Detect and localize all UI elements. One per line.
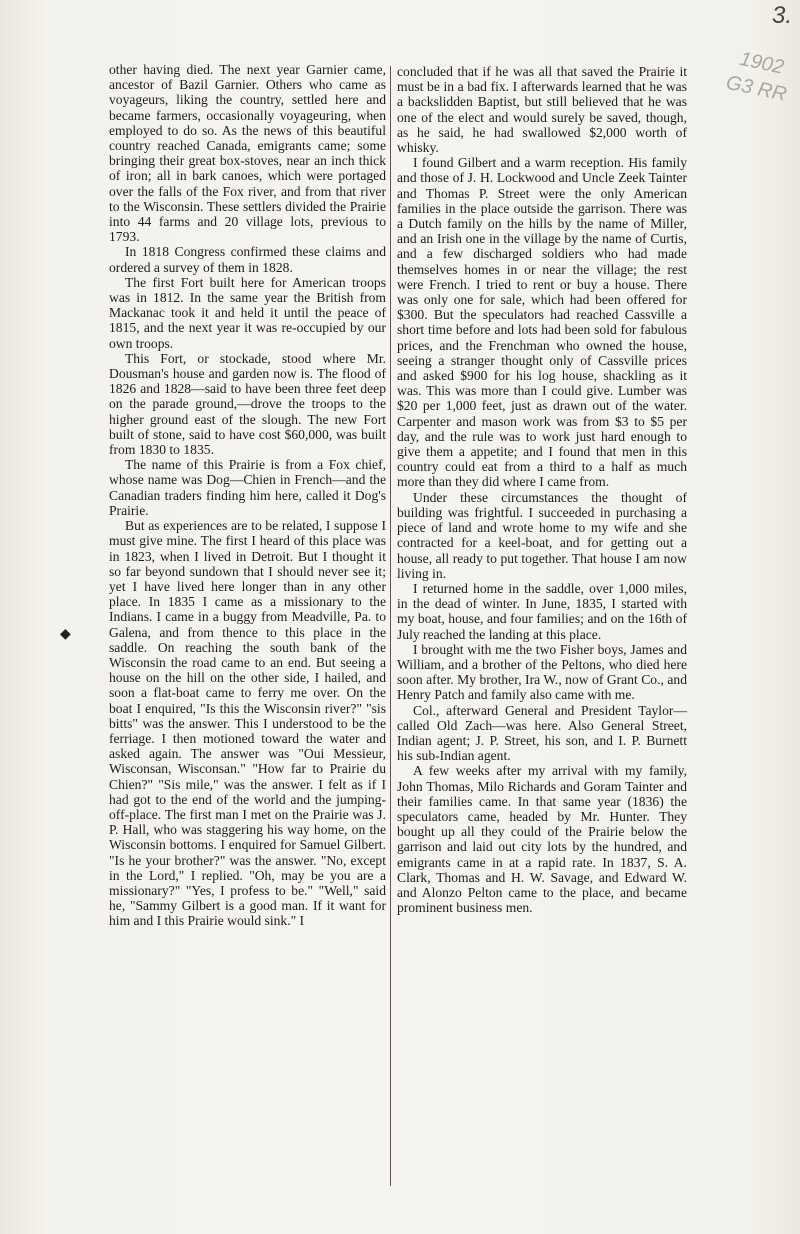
paragraph: concluded that if he was all that saved the Prairie it must be in a bad fix. I afterwards learned that he was a backslidden Baptist, but still believed that he was one of the elect and would surely be saved, though, as he said, he had swallowed $2,000 worth of whisky. [397,64,687,156]
right-text-column [397,64,687,915]
margin-bullet-mark: ◆ [60,626,71,642]
paragraph: I found Gilbert and a warm reception. His family and those of J. H. Lockwood and Uncle Zeek Tainter and Thomas P. Street were the only American families in the place outside the garrison. There was a Dutch family on the hills by the name of Miller, and an Irish one in the village by the name of Curtis, and a few discharged soldiers who had made themselves homes in or near the village; the rest were French. I tried to rent or buy a house. There was only one for sale, which had been offered for $300. But the speculators had reached Cassville a short time before and lots had been sold for fabulous prices, and the Frenchman who owned the house, seeing a stranger thought only of Cassville prices and asked $900 for his log house, shackling as it was. This was more than I could give. Lumber was $20 per 1,000 feet, just as drawn out of the water. Carpenter and mason work was from $3 to $5 per day, and the rule was to work just hard enough to give them a appetite; and I found that men in this country could eat from a third to a half as much more than they did where I came from. [397,155,687,490]
paragraph: The first Fort built here for American troops was in 1812. In the same year the British from Mackanac took it and held it until the peace of 1815, and the next year it was re-occupied by our own troops. [109,274,386,351]
paragraph: This Fort, or stockade, stood where Mr. Dousman's house and garden now is. The flood of 1826 and 1828—said to have been three feet deep on the parade ground,—drove the troops to the higher ground east of the slough. The new Fort built of stone, said to have cost $60,000, was built from 1830 to 1835. [109,350,386,458]
page-number-mark: 3. [771,2,792,29]
left-text-column [109,62,386,929]
paragraph: A few weeks after my arrival with my family, John Thomas, Milo Richards and Goram Tainter and their families came. In that same year (1836) the speculators came, headed by Mr. Hunter. They bought up all they could of the Prairie below the garrison and laid out city lots by the hundred, and emigrants came in at a rapid rate. In 1837, S. A. Clark, Thomas and H. W. Savage, and Edward W. and Alonzo Pelton came to the place, and became prominent business men. [397,763,687,916]
paragraph: But as experiences are to be related, I suppose I must give mine. The first I heard of this place was in 1823, when I lived in Detroit. But I thought it so far beyond sundown that I should never see it; yet I have lived here longer than in any other place. In 1835 I came as a missionary to the Indians. I came in a buggy from Meadville, Pa. to Galena, and from thence to this place in the saddle. On reaching the south bank of the Wisconsin the road came to an end. But seeing a house on the hill on the other side, I hailed, and soon a flat-boat came to ferry me over. On the boat I enquired, "Is this the Wisconsin river?" "sis bitts" was the answer. This I understood to be the ferriage. I then motioned toward the water and asked again. The answer was "Oui Messieur, Wisconsan, Wisconsan." "How far to Prairie du Chien?" "Sis mile," was the answer. I felt as if I had got to the end of the world and the jumping-off-place. The first man I met on the Prairie was J. P. Hall, who was staggering his way home, on the Wisconsin bottoms. I enquired for Samuel Gilbert. "Is he your brother?" was the answer. "No, except in the Lord," I replied. "Oh, may be you are a missionary?" "Yes, I profess to be." "Well," said he, "Sammy Gilbert is a good man. If it want for him and I this Prairie would sink." I [109,518,386,929]
paragraph: I brought with me the two Fisher boys, James and William, and a brother of the Peltons, who died here soon after. My brother, Ira W., now of Grant Co., and Henry Patch and family also came with me. [397,641,687,703]
paragraph: other having died. The next year Garnier came, ancestor of Bazil Garnier. Others who came as voyageurs, liking the country, settled here and became farmers, occasionally voyageuring, when employed to do so. As the news of this beautiful country reached Canada, emigrants came; some bringing their great box-stoves, near an inch thick of iron; all in bark canoes, which were portaged over the falls of the Fox river, and from that river to the Wisconsin. These settlers divided the Prairie into 44 farms and 20 village lots, previous to 1793. [109,62,386,245]
paragraph: Under these circumstances the thought of building was frightful. I succeeded in purchasing a piece of land and wrote home to my wife and she contracted for a keel-boat, and for getting out a house, all ready to put together. That house I am now living in. [397,489,687,581]
paragraph: The name of this Prairie is from a Fox chief, whose name was Dog—Chien in French—and the Canadian traders finding him here, called it Dog's Prairie. [109,457,386,518]
paragraph: In 1818 Congress confirmed these claims and ordered a survey of them in 1828. [109,244,386,275]
handwritten-margin-note: 1902 G3 RR [724,47,789,106]
column-divider [390,66,391,1186]
paragraph: I returned home in the saddle, over 1,000 miles, in the dead of winter. In June, 1835, I started with my boat, house, and four families; and on the 16th of July reached the landing at this place. [397,580,687,642]
paragraph: Col., afterward General and President Taylor—called Old Zach—was here. Also General Street, Indian agent; J. P. Street, his son, and I. P. Burnett his sub-Indian agent. [397,702,687,764]
